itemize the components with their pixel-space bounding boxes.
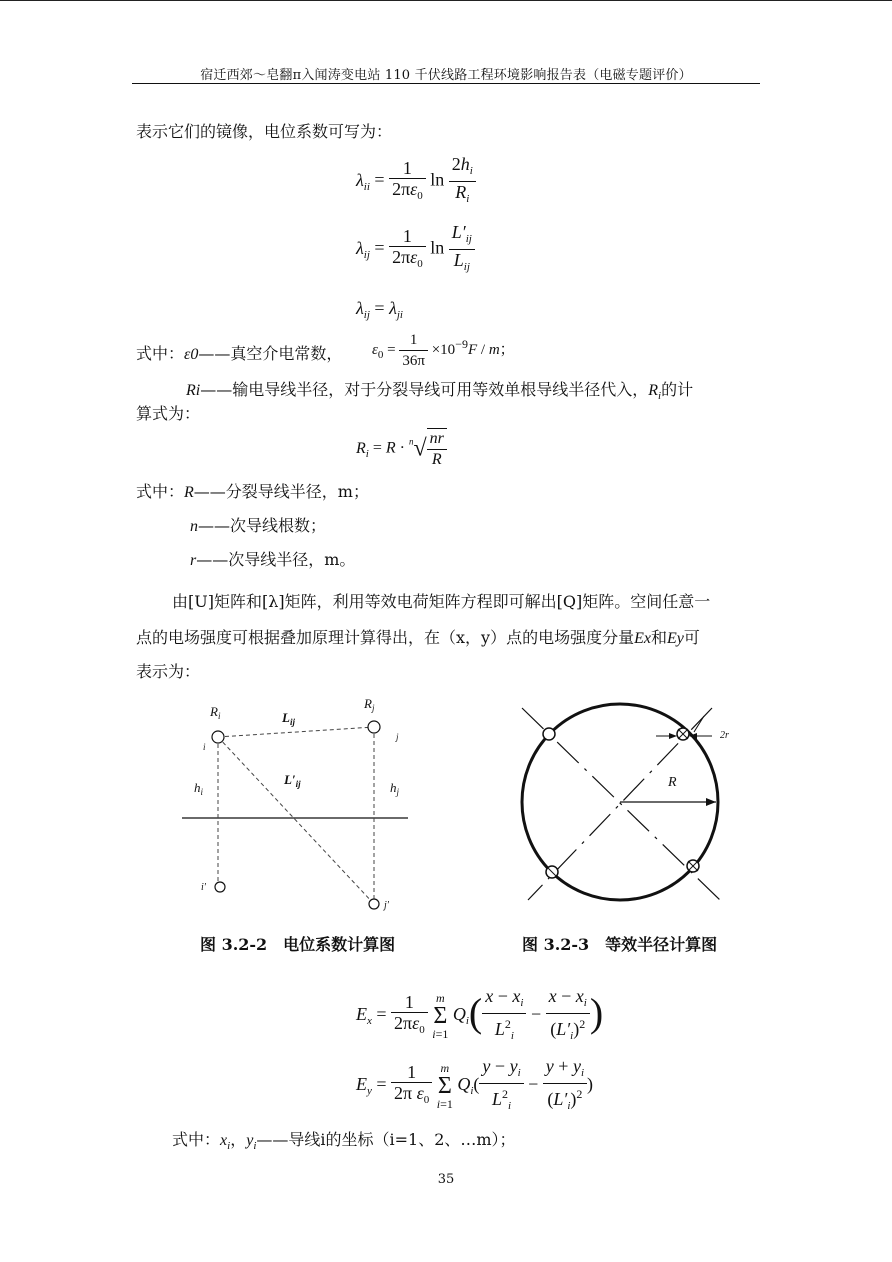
formula-lambda-symmetric: $\lambda_{ij} = \lambda_{ji}$ xyxy=(356,298,403,321)
intro-line: 表示它们的镜像，电位系数可写为： xyxy=(136,122,393,141)
formula-equivalent-radius: $R_i = R \cdot ^n√$ $\frac{nr}{R}$ xyxy=(356,428,447,470)
label-big-r: R xyxy=(668,775,677,790)
label-lij: $L_{ij}$ xyxy=(282,710,295,727)
page-top-border xyxy=(0,0,892,1)
label-j-prime: j′ xyxy=(384,900,389,911)
label-j: j xyxy=(396,732,399,742)
label-hi: $h_i$ xyxy=(194,780,204,797)
ri-definition-cont: 算式为： xyxy=(136,404,201,423)
paragraph-line-3: 表示为： xyxy=(136,662,201,681)
page-number: 35 xyxy=(437,1172,455,1187)
formula-ey: $E_y$ = $\frac{1}{2\pi \varepsilon_0}$ m Σ i=1 $Q_i$( $\frac{y - y_i}{L^2_i}$ − $\frac{y + y_i}{(L'_i)^2}$ ) xyxy=(356,1056,594,1112)
figure-caption-3-2-3: 图 3.2-3 等效半径计算图 xyxy=(522,935,718,954)
formula-epsilon-value: $\varepsilon_0$ = $\frac{1}{36\pi}$ $\times 10^{-9}F / m$； xyxy=(372,332,515,369)
figure-caption-3-2-2: 图 3.2-2 电位系数计算图 xyxy=(200,935,396,954)
label-lprime-ij: $L'_{ij}$ xyxy=(284,772,301,789)
equivalent-radius-diagram xyxy=(500,694,760,914)
xy-definition: 式中：$x_i$，$y_i——$导线i的坐标（i=1、2、…m）； xyxy=(172,1130,516,1152)
rr-definition: r——次导线半径，m。 xyxy=(190,550,356,569)
formula-ex: $E_x$ = $\frac{1}{2\pi\varepsilon_0}$ m Σ i=1 $Q_i$( $\frac{x - x_i}{L^2_i}$ − $\frac{x - x_i}{(L'_i)^2}$ ) xyxy=(356,986,604,1042)
ri-definition: Ri——输电导线半径，对于分裂导线可用等效单根导线半径代入，$R_i$的计 xyxy=(186,380,694,402)
running-header: 宿迁西郊～皂翻π入闻涛变电站 110 千伏线路工程环境影响报告表（电磁专题评价） xyxy=(200,68,692,83)
epsilon-definition: 式中：ε0——真空介电常数， xyxy=(136,344,343,363)
paragraph-line-2: 点的电场强度可根据叠加原理计算得出，在（x，y）点的电场强度分量Ex和Ey可 xyxy=(136,628,700,647)
r-definition: 式中：R——分裂导线半径，m； xyxy=(136,482,369,501)
label-hj: $h_j$ xyxy=(390,780,400,797)
paragraph-line-1: 由[U]矩阵和[λ]矩阵，利用等效电荷矩阵方程即可解出[Q]矩阵。空间任意一 xyxy=(172,592,711,611)
n-definition: n——次导线根数； xyxy=(190,516,327,535)
formula-lambda-ij: $\lambda_{ij}$ = $\frac{1}{2\pi\varepsilon_0}$ ln $\frac{L'_{ij}}{L_{ij}}$ xyxy=(356,222,475,277)
header-rule xyxy=(132,83,760,84)
formula-lambda-ii: $\lambda_{ii}$ = $\frac{1}{2\pi\varepsilon_0}$ ln $\frac{2h_i}{R_i}$ xyxy=(356,154,476,209)
label-ri: $R_i$ xyxy=(210,704,221,721)
label-i-prime: i′ xyxy=(201,882,206,893)
potential-coefficient-diagram xyxy=(180,692,420,922)
label-rj: $R_j$ xyxy=(364,696,375,713)
label-i: i xyxy=(203,742,206,752)
label-two-r: 2r xyxy=(720,730,729,741)
